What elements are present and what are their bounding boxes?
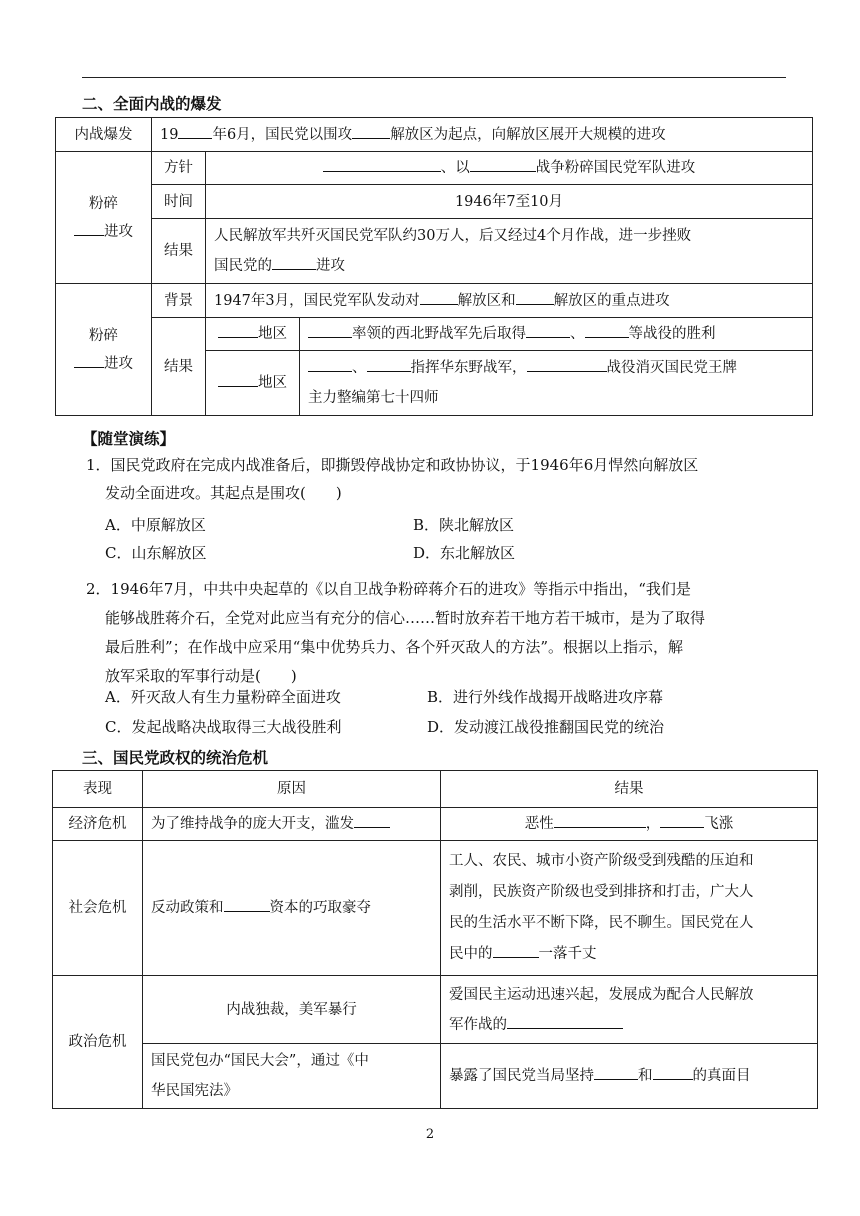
section2-title: 二、全面内战的爆发 bbox=[82, 95, 222, 113]
row-outbreak bbox=[56, 118, 813, 152]
time-label: 时间 bbox=[152, 185, 206, 219]
social-result: 工人、农民、城市小资产阶级受到残酷的压迫和 剥削，民族资产阶级也受到排挤和打击，广大人 民的生活水平不断下降，民不聊生。国民党在人 民中的 一落千丈 bbox=[441, 841, 818, 976]
q1-option-d: D．东北解放区 bbox=[413, 544, 516, 562]
outbreak-content: 19 年6月，国民党以围攻 解放区为起点，向解放区展开大规模的进攻 bbox=[152, 118, 813, 152]
header-performance: 表现 bbox=[53, 771, 143, 808]
result2-label: 结果 bbox=[152, 318, 206, 416]
social-cause: 反动政策和 资本的巧取豪夺 bbox=[143, 841, 441, 976]
practice-title: 【随堂演练】 bbox=[82, 430, 176, 448]
time-value: 1946年7至10月 bbox=[206, 185, 813, 219]
policy-label: 方针 bbox=[152, 152, 206, 185]
q2-option-a: A．歼灭敌人有生力量粉碎全面进攻 bbox=[105, 688, 341, 706]
q2-option-c: C．发起战略决战取得三大战役胜利 bbox=[105, 718, 342, 736]
outbreak-label: 内战爆发 bbox=[56, 118, 152, 152]
result1-label: 结果 bbox=[152, 219, 206, 284]
social-label: 社会危机 bbox=[53, 841, 143, 976]
q1-line2: 发动全面进攻。其起点是围攻( ) bbox=[105, 484, 342, 502]
economic-result: 恶性 ， 飞涨 bbox=[441, 808, 818, 841]
bg-label: 背景 bbox=[152, 284, 206, 318]
q2-option-b: B．进行外线作战揭开战略进攻序幕 bbox=[427, 688, 664, 706]
q2-line2: 能够战胜蒋介石，全党对此应当有充分的信心……暂时放弃若干地方若干城市，是为了取得 bbox=[105, 609, 706, 627]
header-result: 结果 bbox=[441, 771, 818, 808]
q2-line3: 最后胜利”；在作战中应采用“集中优势兵力、各个歼灭敌人的方法”。根据以上指示，解 bbox=[105, 638, 684, 656]
area1-content: 率领的西北野战军先后取得 、 等战役的胜利 bbox=[300, 318, 813, 351]
political-result2: 暴露了国民党当局坚持 和 的真面目 bbox=[441, 1044, 818, 1109]
political-cause2: 国民党包办“国民大会”，通过《中 华民国宪法》 bbox=[143, 1044, 441, 1109]
area1-label: 地区 bbox=[206, 318, 300, 351]
top-rule bbox=[82, 77, 786, 78]
area2-label: 地区 bbox=[206, 351, 300, 416]
political-cause1: 内战独裁，美军暴行 bbox=[143, 976, 441, 1044]
policy-content: 、以 战争粉碎国民党军队进攻 bbox=[206, 152, 813, 185]
crisis-table bbox=[52, 770, 818, 1109]
result1-content: 人民解放军共歼灭国民党军队约30万人，后又经过4个月作战，进一步挫败 国民党的 进攻 bbox=[206, 219, 813, 284]
section3-title: 三、国民党政权的统治危机 bbox=[82, 749, 269, 767]
bg-content: 1947年3月，国民党军队发动对 解放区和 解放区的重点进攻 bbox=[206, 284, 813, 318]
economic-label: 经济危机 bbox=[53, 808, 143, 841]
page-number: 2 bbox=[425, 1127, 435, 1142]
political-label: 政治危机 bbox=[53, 976, 143, 1109]
q1-option-c: C．山东解放区 bbox=[105, 544, 207, 562]
q2-line4: 放军采取的军事行动是( ) bbox=[105, 667, 297, 685]
q2-option-d: D．发动渡江战役推翻国民党的统治 bbox=[427, 718, 665, 736]
economic-cause: 为了维持战争的庞大开支，滥发 bbox=[143, 808, 441, 841]
q1-line1: 1．国民党政府在完成内战准备后，即撕毁停战协定和政协协议，于1946年6月悍然向解放区 bbox=[86, 456, 699, 474]
q1-option-a: A．中原解放区 bbox=[105, 516, 206, 534]
q2-line1: 2．1946年7月，中共中央起草的《以自卫战争粉碎蒋介石的进攻》等指示中指出，“我们是 bbox=[86, 580, 691, 598]
area2-content: 、 指挥华东野战军， 战役消灭国民党王牌 主力整编第七十四师 bbox=[300, 351, 813, 416]
group2-label: 粉碎 进攻 bbox=[56, 284, 152, 416]
header-cause: 原因 bbox=[143, 771, 441, 808]
civil-war-table bbox=[55, 117, 813, 416]
group1-label: 粉碎 进攻 bbox=[56, 152, 152, 284]
political-result1: 爱国民主运动迅速兴起，发展成为配合人民解放 军作战的 bbox=[441, 976, 818, 1044]
q1-option-b: B．陕北解放区 bbox=[413, 516, 515, 534]
